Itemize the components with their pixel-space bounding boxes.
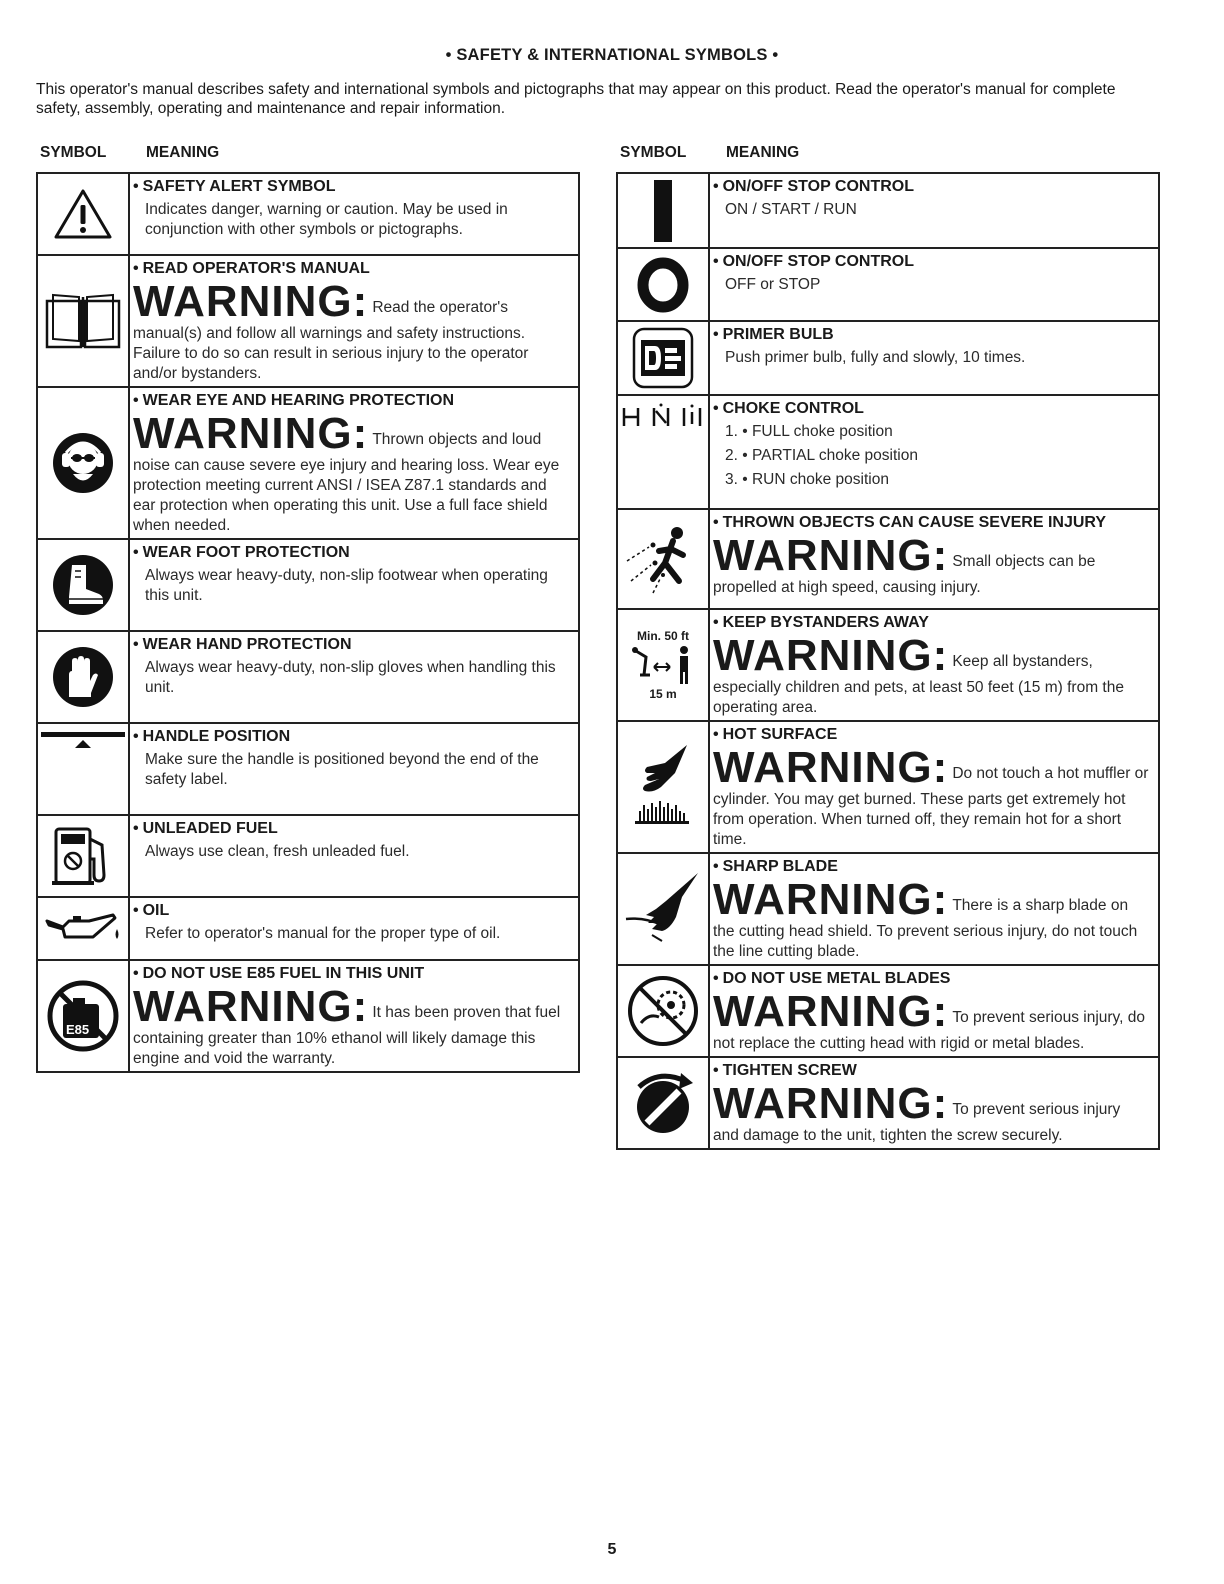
sharp-blade-icon	[618, 854, 710, 964]
symbol-title: CHOKE CONTROL	[722, 400, 864, 417]
row-no-metal-blades	[618, 964, 1158, 1056]
symbol-title: TIGHTEN SCREW	[722, 1062, 857, 1079]
row-tighten-screw	[618, 1056, 1158, 1148]
warning-word: WARNING:	[133, 277, 369, 326]
warning-text: To prevent serious injury, do not replace the cutting head with rigid or metal blades.	[713, 1009, 1146, 1052]
min-distance-feet-label: Min. 50 ft	[636, 629, 689, 643]
meaning-cell: • SAFETY ALERT SYMBOL Indicates danger, warning or caution. May be used in conjunction with other symbols or pictographs.	[130, 174, 578, 254]
meaning-cell: • KEEP BYSTANDERS AWAY WARNING: Keep all bystanders, especially children and pets, at least 50 feet (15 m) from the operating area.	[713, 614, 1124, 716]
symbol-description: Indicates danger, warning or caution. May be used in conjunction with other symbols or pictographs.	[145, 201, 508, 238]
row-sharp-blade	[618, 852, 1158, 964]
warning-text: Thrown objects and loud noise can cause severe eye injury and hearing loss. Wear eye protection meeting current ANSI / ISEA Z87.1 standards and ear protection when operating this unit. Use a full face shield when needed.	[133, 431, 560, 534]
meaning-cell: • DO NOT USE E85 FUEL IN THIS UNIT WARNING: It has been proven that fuel containing greater than 10% ethanol will likely damage this engine and void the warranty.	[133, 965, 561, 1067]
meaning-cell: • HOT SURFACE WARNING: Do not touch a hot muffler or cylinder. You may get burned. These parts get extremely hot from operation. When turned off, they remain hot for a short time.	[713, 726, 1149, 848]
gloves-icon	[38, 632, 130, 722]
row-no-e85	[38, 959, 578, 1071]
choke-position-list	[713, 420, 1150, 492]
symbol-column-header: SYMBOL	[40, 144, 107, 161]
meaning-cell: • OIL Refer to operator's manual for the proper type of oil.	[130, 898, 578, 959]
row-eye-hearing	[38, 386, 578, 538]
symbol-description: Push primer bulb, fully and slowly, 10 times.	[725, 349, 1026, 366]
row-unleaded-fuel	[38, 814, 578, 896]
choke-control-icon	[618, 396, 710, 508]
on-symbol-icon	[618, 174, 710, 247]
symbol-title: PRIMER BULB	[722, 326, 834, 343]
read-manual-book-icon	[38, 256, 130, 386]
symbol-title: WEAR EYE AND HEARING PROTECTION	[142, 392, 455, 409]
row-hand-protection	[38, 630, 578, 722]
row-thrown-objects	[618, 508, 1158, 608]
warning-text: To prevent serious injury and damage to the unit, tighten the screw securely.	[713, 1101, 1121, 1144]
meaning-cell: • READ OPERATOR'S MANUAL WARNING: Read the operator's manual(s) and follow all warnings and safety instructions. Failure to do so can result in serious injury to the operator and/or bystanders.	[133, 260, 529, 382]
symbol-title: ON/OFF STOP CONTROL	[722, 253, 915, 270]
meaning-cell: • UNLEADED FUEL Always use clean, fresh unleaded fuel.	[130, 816, 578, 896]
meaning-cell: • HANDLE POSITION Make sure the handle is positioned beyond the end of the safety label.	[130, 724, 578, 814]
meaning-cell: • THROWN OBJECTS CAN CAUSE SEVERE INJURY WARNING: Small objects can be propelled at high speed, causing injury.	[713, 514, 1107, 596]
symbols-table-left	[36, 142, 580, 1073]
row-choke-control	[618, 394, 1158, 508]
choke-position-full: 1. • FULL choke position	[725, 423, 893, 440]
symbol-description: Always wear heavy-duty, non-slip gloves when handling this unit.	[145, 659, 556, 696]
meaning-column-header: MEANING	[726, 144, 800, 161]
row-read-manual	[38, 254, 578, 386]
boot-icon	[38, 540, 130, 630]
symbols-table	[616, 172, 1160, 1150]
warning-word: WARNING:	[713, 1079, 949, 1128]
symbol-title: OIL	[142, 902, 170, 919]
safety-alert-triangle-icon	[38, 174, 130, 254]
symbol-description: OFF or STOP	[725, 276, 821, 293]
symbol-title: DO NOT USE METAL BLADES	[722, 970, 951, 987]
symbol-title: UNLEADED FUEL	[142, 820, 278, 837]
symbol-title: SAFETY ALERT SYMBOL	[142, 178, 336, 195]
symbol-title: KEEP BYSTANDERS AWAY	[722, 614, 929, 631]
row-safety-alert	[38, 174, 578, 254]
row-primer-bulb	[618, 320, 1158, 394]
tighten-screw-icon	[618, 1058, 710, 1148]
meaning-cell: • ON/OFF STOP CONTROL OFF or STOP	[710, 249, 1158, 320]
row-keep-bystanders-away	[618, 608, 1158, 720]
off-symbol-icon	[618, 249, 710, 320]
row-hot-surface	[618, 720, 1158, 852]
symbols-table-right	[616, 142, 1160, 1150]
eye-hearing-protection-icon	[38, 388, 130, 538]
symbol-description: Refer to operator's manual for the proper type of oil.	[145, 925, 501, 942]
page-title: • SAFETY & INTERNATIONAL SYMBOLS •	[445, 46, 779, 64]
symbol-title: HOT SURFACE	[722, 726, 838, 743]
symbol-description: Make sure the handle is positioned beyond the end of the safety label.	[145, 751, 539, 788]
warning-word: WARNING:	[713, 875, 949, 924]
symbol-title: THROWN OBJECTS CAN CAUSE SEVERE INJURY	[722, 514, 1107, 531]
row-on-control	[618, 174, 1158, 247]
meaning-cell: • CHOKE CONTROL 1. • FULL choke position 2. • PARTIAL choke position 3. • RUN choke position	[710, 396, 1158, 508]
fuel-pump-icon	[38, 816, 130, 896]
meaning-cell: • WEAR HAND PROTECTION Always wear heavy-duty, non-slip gloves when handling this unit.	[130, 632, 578, 722]
symbol-title: HANDLE POSITION	[142, 728, 291, 745]
thrown-objects-icon	[618, 510, 710, 608]
handle-position-icon	[38, 724, 130, 814]
meaning-cell: • WEAR FOOT PROTECTION Always wear heavy-duty, non-slip footwear when operating this unit.	[130, 540, 578, 630]
meaning-cell: • ON/OFF STOP CONTROL ON / START / RUN	[710, 174, 1158, 247]
warning-word: WARNING:	[133, 982, 369, 1031]
warning-text: Keep all bystanders, especially children and pets, at least 50 feet (15 m) from the operating area.	[713, 653, 1124, 716]
symbol-title: ON/OFF STOP CONTROL	[722, 178, 915, 195]
meaning-cell: • SHARP BLADE WARNING: There is a sharp blade on the cutting head shield. To prevent serious injury, do not touch the line cutting blade.	[713, 858, 1138, 960]
symbol-title: SHARP BLADE	[722, 858, 838, 875]
meaning-cell: • DO NOT USE METAL BLADES WARNING: To prevent serious injury, do not replace the cutting head with rigid or metal blades.	[713, 970, 1146, 1052]
warning-text: It has been proven that fuel containing greater than 10% ethanol will likely damage this engine and void the warranty.	[133, 1004, 561, 1067]
no-metal-blades-icon	[618, 966, 710, 1056]
column-headers	[36, 142, 580, 172]
page-number: 5	[607, 1541, 617, 1558]
warning-text: Read the operator's manual(s) and follow all warnings and safety instructions. Failure to do so can result in serious injury to the operator and/or bystanders.	[133, 299, 529, 382]
symbol-description: Always wear heavy-duty, non-slip footwear when operating this unit.	[145, 567, 548, 604]
symbol-title: WEAR FOOT PROTECTION	[142, 544, 350, 561]
symbol-title: WEAR HAND PROTECTION	[142, 636, 352, 653]
symbols-table	[36, 172, 580, 1073]
row-handle-position	[38, 722, 578, 814]
meaning-cell: • PRIMER BULB Push primer bulb, fully and slowly, 10 times.	[710, 322, 1158, 394]
warning-text: There is a sharp blade on the cutting head shield. To prevent serious injury, do not touch the line cutting blade.	[713, 897, 1138, 960]
oil-can-icon	[38, 898, 130, 959]
hot-surface-icon	[618, 722, 710, 852]
choke-position-partial: 2. • PARTIAL choke position	[725, 447, 918, 464]
warning-word: WARNING:	[713, 531, 949, 580]
symbol-description: Always use clean, fresh unleaded fuel.	[145, 843, 410, 860]
symbol-description: ON / START / RUN	[725, 201, 857, 218]
primer-bulb-icon	[618, 322, 710, 394]
row-off-control	[618, 247, 1158, 320]
warning-word: WARNING:	[713, 631, 949, 680]
symbol-title: READ OPERATOR'S MANUAL	[142, 260, 370, 277]
meaning-column-header: MEANING	[146, 144, 220, 161]
column-headers	[616, 142, 1160, 172]
svg-text:E85: E85	[66, 1022, 90, 1037]
meaning-cell: • WEAR EYE AND HEARING PROTECTION WARNING: Thrown objects and loud noise can cause severe eye injury and hearing loss. Wear eye protection meeting current ANSI / ISEA Z87.1 standards and ear protection when operating this unit. Use a full face shield when needed.	[133, 392, 560, 534]
keep-bystanders-away-icon	[618, 610, 710, 720]
symbol-column-header: SYMBOL	[620, 144, 687, 161]
warning-word: WARNING:	[713, 987, 949, 1036]
meaning-cell: • TIGHTEN SCREW WARNING: To prevent serious injury and damage to the unit, tighten the screw securely.	[713, 1062, 1121, 1144]
row-foot-protection	[38, 538, 578, 630]
intro-paragraph: This operator's manual describes safety and international symbols and pictographs that may appear on this product. Read the operator's manual for complete safety, assembly, operating and maintenance and repair information.	[36, 81, 1116, 117]
warning-word: WARNING:	[133, 409, 369, 458]
warning-word: WARNING:	[713, 743, 949, 792]
choke-position-run: 3. • RUN choke position	[725, 471, 889, 488]
warning-text: Do not touch a hot muffler or cylinder. You may get burned. These parts get extremely hot from operation. When turned off, they remain hot for a short time.	[713, 765, 1149, 848]
row-oil	[38, 896, 578, 959]
min-distance-meters-label: 15 m	[649, 687, 677, 701]
no-e85-fuel-icon	[38, 961, 130, 1071]
warning-text: Small objects can be propelled at high speed, causing injury.	[713, 553, 1096, 596]
symbol-title: DO NOT USE E85 FUEL IN THIS UNIT	[142, 965, 425, 982]
